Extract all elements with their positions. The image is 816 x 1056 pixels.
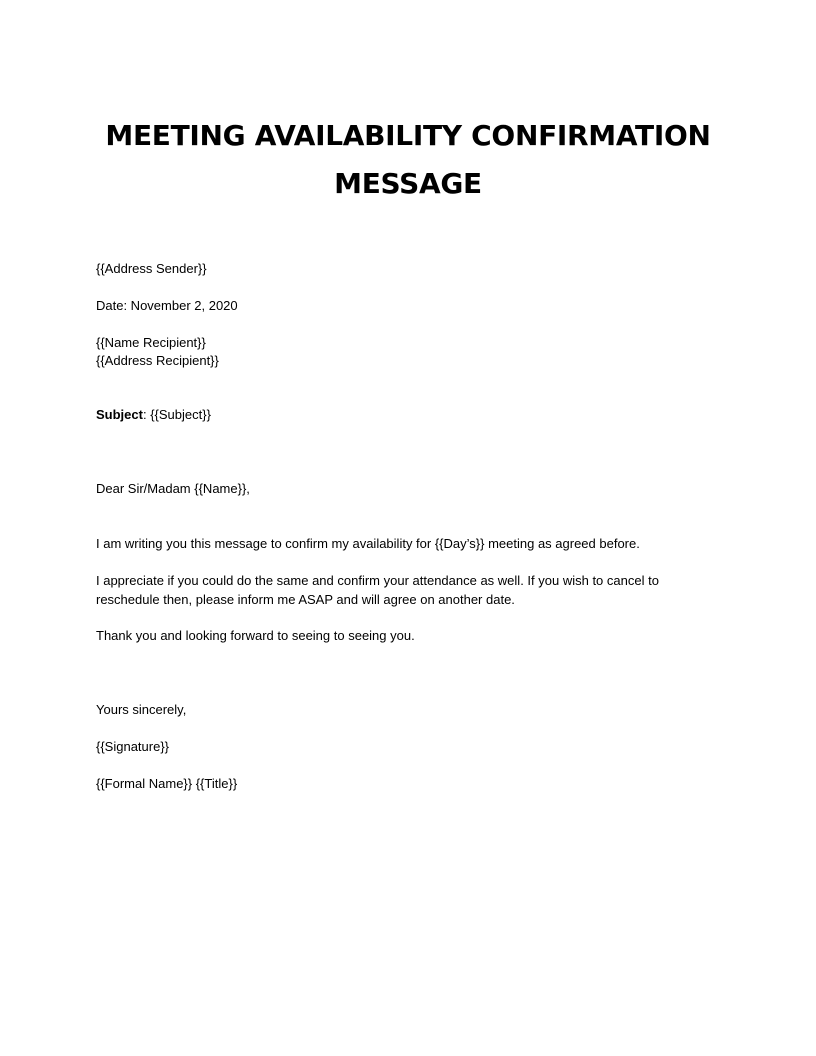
body-paragraph-3: Thank you and looking forward to seeing to seeing you. <box>96 628 415 643</box>
formal-name-title: {{Formal Name}} {{Title}} <box>96 776 238 791</box>
letter-date: Date: November 2, 2020 <box>96 298 238 313</box>
body-paragraph-1: I am writing you this message to confirm my availability for {{Day’s}} meeting as agreed before. <box>96 536 640 551</box>
signature-placeholder: {{Signature}} <box>96 739 170 754</box>
subject-label: Subject <box>96 407 143 422</box>
document-title: MEETING AVAILABILITY CONFIRMATION MESSAGE <box>105 119 711 200</box>
name-recipient: {{Name Recipient}} <box>96 335 206 350</box>
salutation: Dear Sir/Madam {{Name}}, <box>96 481 250 496</box>
address-sender: {{Address Sender}} <box>96 261 207 276</box>
address-recipient: {{Address Recipient}} <box>96 353 219 368</box>
closing: Yours sincerely, <box>96 702 187 717</box>
body-paragraph-2: I appreciate if you could do the same and confirm your attendance as well. If you wish to cancel to reschedule then, please inform me ASAP and will agree on another date. <box>96 573 659 607</box>
subject-value: : {{Subject}} <box>142 407 211 422</box>
subject-line <box>96 406 211 424</box>
